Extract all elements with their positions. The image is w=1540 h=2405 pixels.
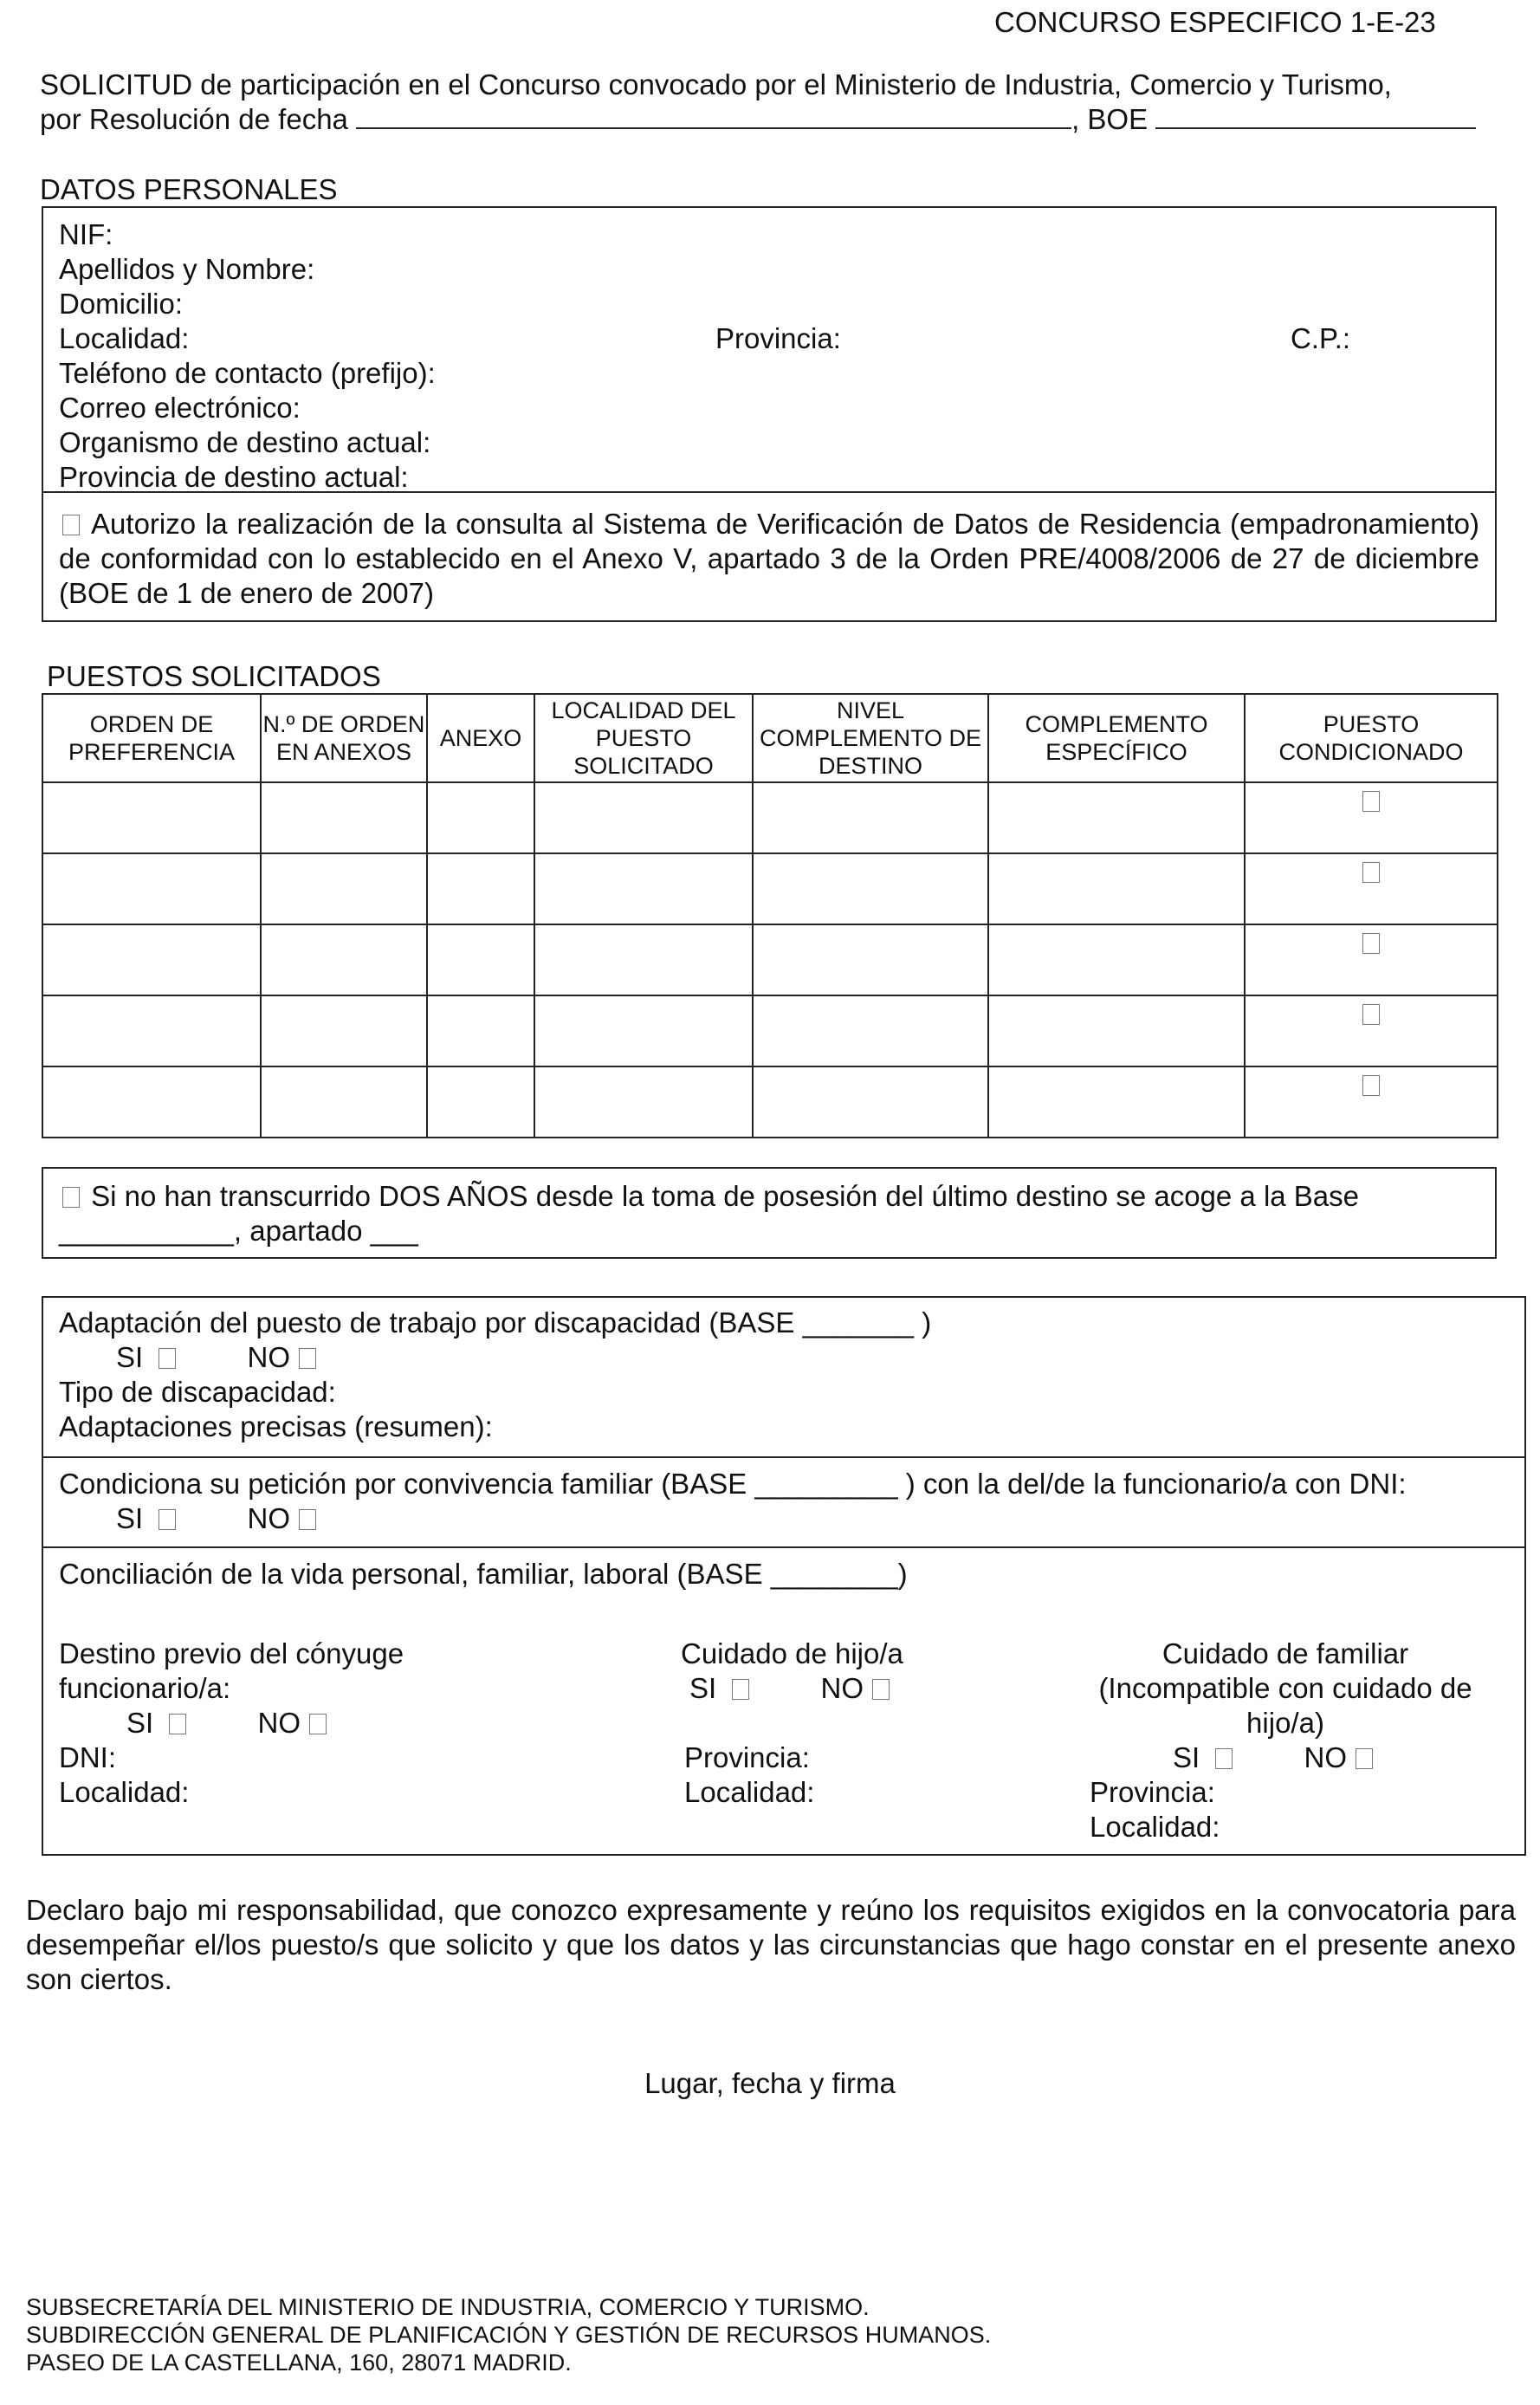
hijo-si-no bbox=[689, 1671, 893, 1706]
table-row bbox=[42, 1066, 1498, 1138]
fecha-resolucion-blank[interactable] bbox=[356, 105, 1071, 129]
table-row bbox=[42, 995, 1498, 1066]
condicionado-checkbox[interactable] bbox=[1362, 933, 1380, 954]
convivencia-no-checkbox[interactable] bbox=[299, 1509, 316, 1530]
hijo-si-checkbox[interactable] bbox=[732, 1679, 749, 1700]
telefono-field[interactable]: Teléfono de contacto (prefijo): bbox=[59, 357, 436, 389]
table-cell[interactable] bbox=[753, 924, 988, 995]
table-cell[interactable] bbox=[42, 853, 261, 924]
footer-line-1: SUBSECRETARÍA DEL MINISTERIO DE INDUSTRIA, COMERCIO Y TURISMO. bbox=[26, 2294, 870, 2320]
table-row bbox=[42, 853, 1498, 924]
adaptacion-title: Adaptación del puesto de trabajo por discapacidad (BASE _______ ) bbox=[59, 1306, 932, 1339]
no-label: NO bbox=[257, 1707, 301, 1739]
si-label: SI bbox=[1173, 1741, 1200, 1773]
autorizo-paragraph bbox=[59, 507, 1479, 611]
table-cell[interactable] bbox=[534, 995, 753, 1066]
table-cell[interactable] bbox=[988, 853, 1245, 924]
no-label: NO bbox=[247, 1341, 291, 1373]
convivencia-si-no bbox=[116, 1501, 320, 1536]
boe-blank[interactable] bbox=[1155, 105, 1476, 129]
adaptacion-si-checkbox[interactable] bbox=[159, 1348, 176, 1369]
conyuge-localidad-field[interactable]: Localidad: bbox=[59, 1776, 190, 1808]
familiar-si-no bbox=[1173, 1741, 1376, 1775]
table-cell[interactable] bbox=[261, 853, 427, 924]
table-cell[interactable] bbox=[42, 1066, 261, 1138]
col-puesto-condicionado: PUESTO CONDICIONADO bbox=[1245, 694, 1498, 782]
condicionado-checkbox[interactable] bbox=[1362, 1075, 1380, 1096]
familiar-provincia-field[interactable]: Provincia: bbox=[1090, 1776, 1215, 1808]
si-label: SI bbox=[116, 1502, 144, 1534]
convivencia-si-checkbox[interactable] bbox=[159, 1509, 176, 1530]
cp-field[interactable]: C.P.: bbox=[1291, 322, 1351, 354]
adaptacion-no-checkbox[interactable] bbox=[299, 1348, 316, 1369]
col-anexo: ANEXO bbox=[427, 694, 534, 782]
por-resolucion-label: por Resolución de fecha bbox=[40, 103, 348, 135]
solicitud-line-2 bbox=[40, 102, 1476, 137]
puestos-solicitados-title: PUESTOS SOLICITADOS bbox=[47, 660, 381, 692]
autorizo-text: Autorizo la realización de la consulta al Sistema de Verificación de Datos de Residencia (empadronamiento) de conformidad con lo establecido en el Anexo V, apartado 3 de la Orden PRE/4008/2006 de 27 de diciembre (BOE de 1 de enero de 2007) bbox=[59, 508, 1480, 609]
col-nivel-complemento: NIVEL COMPLEMENTO DE DESTINO bbox=[753, 694, 988, 782]
si-label: SI bbox=[689, 1672, 717, 1704]
organismo-destino-field[interactable]: Organismo de destino actual: bbox=[59, 426, 431, 458]
declaracion-paragraph: Declaro bajo mi responsabilidad, que conozco expresamente y reúno los requisitos exigidos en la convocatoria para desempeñar el/los puesto/s que solicito y que los datos y las circunstancias que hago constar en el presente anexo son ciertos. bbox=[26, 1894, 1516, 1995]
familiar-title-3: hijo/a) bbox=[1246, 1707, 1324, 1739]
correo-field[interactable]: Correo electrónico: bbox=[59, 392, 301, 424]
dos-anos-line-1 bbox=[59, 1179, 1479, 1214]
footer-line-2: SUBDIRECCIÓN GENERAL DE PLANIFICACIÓN Y GESTIÓN DE RECURSOS HUMANOS. bbox=[26, 2322, 992, 2348]
condicionado-checkbox[interactable] bbox=[1362, 791, 1380, 812]
table-cell[interactable] bbox=[261, 1066, 427, 1138]
convivencia-title: Condiciona su petición por convivencia familiar (BASE _________ ) con la del/de la funcionario/a con DNI: bbox=[59, 1468, 1407, 1500]
localidad-field[interactable]: Localidad: bbox=[59, 322, 190, 354]
conyuge-no-checkbox[interactable] bbox=[309, 1714, 327, 1734]
table-cell[interactable] bbox=[534, 782, 753, 853]
condicionado-checkbox[interactable] bbox=[1362, 862, 1380, 883]
col-n-orden-anexos: N.º DE ORDEN EN ANEXOS bbox=[261, 694, 427, 782]
table-row bbox=[42, 924, 1498, 995]
table-cell[interactable] bbox=[534, 1066, 753, 1138]
table-cell[interactable] bbox=[753, 995, 988, 1066]
table-cell[interactable] bbox=[427, 1066, 534, 1138]
no-label: NO bbox=[247, 1502, 291, 1534]
dos-anos-checkbox[interactable] bbox=[62, 1187, 80, 1208]
dos-anos-line-2[interactable]: ___________, apartado ___ bbox=[59, 1215, 418, 1247]
adaptacion-si-no bbox=[116, 1340, 320, 1375]
conyuge-title-2: funcionario/a: bbox=[59, 1672, 231, 1704]
table-cell[interactable] bbox=[427, 924, 534, 995]
provincia-destino-field[interactable]: Provincia de destino actual: bbox=[59, 461, 409, 493]
familiar-localidad-field[interactable]: Localidad: bbox=[1090, 1811, 1220, 1843]
datos-personales-title: DATOS PERSONALES bbox=[40, 173, 338, 205]
table-cell[interactable] bbox=[753, 1066, 988, 1138]
table-cell[interactable] bbox=[261, 995, 427, 1066]
si-label: SI bbox=[116, 1341, 144, 1373]
table-cell bbox=[1245, 853, 1498, 924]
footer-line-3: PASEO DE LA CASTELLANA, 160, 28071 MADRID. bbox=[26, 2350, 572, 2376]
hijo-title: Cuidado de hijo/a bbox=[681, 1637, 903, 1669]
familiar-no-checkbox[interactable] bbox=[1356, 1748, 1373, 1769]
puestos-table bbox=[42, 693, 1498, 1138]
familiar-title-2: (Incompatible con cuidado de bbox=[1098, 1672, 1472, 1704]
table-cell[interactable] bbox=[42, 924, 261, 995]
table-cell[interactable] bbox=[988, 924, 1245, 995]
table-cell[interactable] bbox=[753, 782, 988, 853]
conyuge-si-no bbox=[126, 1706, 330, 1741]
domicilio-field[interactable]: Domicilio: bbox=[59, 288, 184, 320]
no-label: NO bbox=[1304, 1741, 1348, 1773]
familiar-si-checkbox[interactable] bbox=[1215, 1748, 1233, 1769]
table-cell[interactable] bbox=[427, 853, 534, 924]
conyuge-title-1: Destino previo del cónyuge bbox=[59, 1637, 404, 1669]
adaptaciones-precisas-field[interactable]: Adaptaciones precisas (resumen): bbox=[59, 1410, 493, 1442]
divider bbox=[42, 1456, 1526, 1458]
familiar-title-1: Cuidado de familiar bbox=[1161, 1637, 1409, 1669]
table-cell[interactable] bbox=[988, 1066, 1245, 1138]
table-cell bbox=[1245, 1066, 1498, 1138]
table-cell[interactable] bbox=[988, 782, 1245, 853]
condicionado-checkbox[interactable] bbox=[1362, 1004, 1380, 1025]
lugar-fecha-firma: Lugar, fecha y firma bbox=[644, 2067, 896, 2099]
conciliacion-title: Conciliación de la vida personal, familiar, laboral (BASE ________) bbox=[59, 1558, 908, 1590]
table-row bbox=[42, 782, 1498, 853]
nif-field[interactable]: NIF: bbox=[59, 218, 113, 250]
col-complemento-especifico: COMPLEMENTO ESPECÍFICO bbox=[988, 694, 1245, 782]
divider bbox=[42, 1546, 1526, 1548]
table-cell[interactable] bbox=[261, 924, 427, 995]
provincia-field[interactable]: Provincia: bbox=[715, 322, 841, 354]
tipo-discapacidad-field[interactable]: Tipo de discapacidad: bbox=[59, 1376, 336, 1408]
table-cell[interactable] bbox=[988, 995, 1245, 1066]
table-cell[interactable] bbox=[42, 782, 261, 853]
hijo-localidad-field[interactable]: Localidad: bbox=[684, 1776, 815, 1808]
boe-label: , BOE bbox=[1071, 103, 1149, 135]
autorizo-checkbox[interactable] bbox=[62, 515, 80, 535]
table-cell[interactable] bbox=[534, 853, 753, 924]
table-cell[interactable] bbox=[261, 782, 427, 853]
solicitud-line-1: SOLICITUD de participación en el Concurso convocado por el Ministerio de Industria, Comercio y Turismo, bbox=[40, 68, 1392, 100]
hijo-provincia-field[interactable]: Provincia: bbox=[684, 1741, 810, 1773]
table-cell[interactable] bbox=[42, 995, 261, 1066]
table-cell[interactable] bbox=[534, 924, 753, 995]
conyuge-si-checkbox[interactable] bbox=[169, 1714, 186, 1734]
table-cell bbox=[1245, 782, 1498, 853]
no-label: NO bbox=[820, 1672, 864, 1704]
col-orden-preferencia: ORDEN DE PREFERENCIA bbox=[42, 694, 261, 782]
si-label: SI bbox=[126, 1707, 154, 1739]
table-cell[interactable] bbox=[427, 782, 534, 853]
table-cell bbox=[1245, 924, 1498, 995]
table-cell bbox=[1245, 995, 1498, 1066]
hijo-no-checkbox[interactable] bbox=[872, 1679, 890, 1700]
conyuge-dni-field[interactable]: DNI: bbox=[59, 1741, 116, 1773]
form-code: CONCURSO ESPECIFICO 1-E-23 bbox=[994, 6, 1436, 38]
dos-anos-text: Si no han transcurrido DOS AÑOS desde la toma de posesión del último destino se acoge a la Base bbox=[91, 1180, 1360, 1212]
col-localidad-puesto: LOCALIDAD DEL PUESTO SOLICITADO bbox=[534, 694, 753, 782]
apellidos-nombre-field[interactable]: Apellidos y Nombre: bbox=[59, 253, 315, 285]
table-cell[interactable] bbox=[753, 853, 988, 924]
table-cell[interactable] bbox=[427, 995, 534, 1066]
